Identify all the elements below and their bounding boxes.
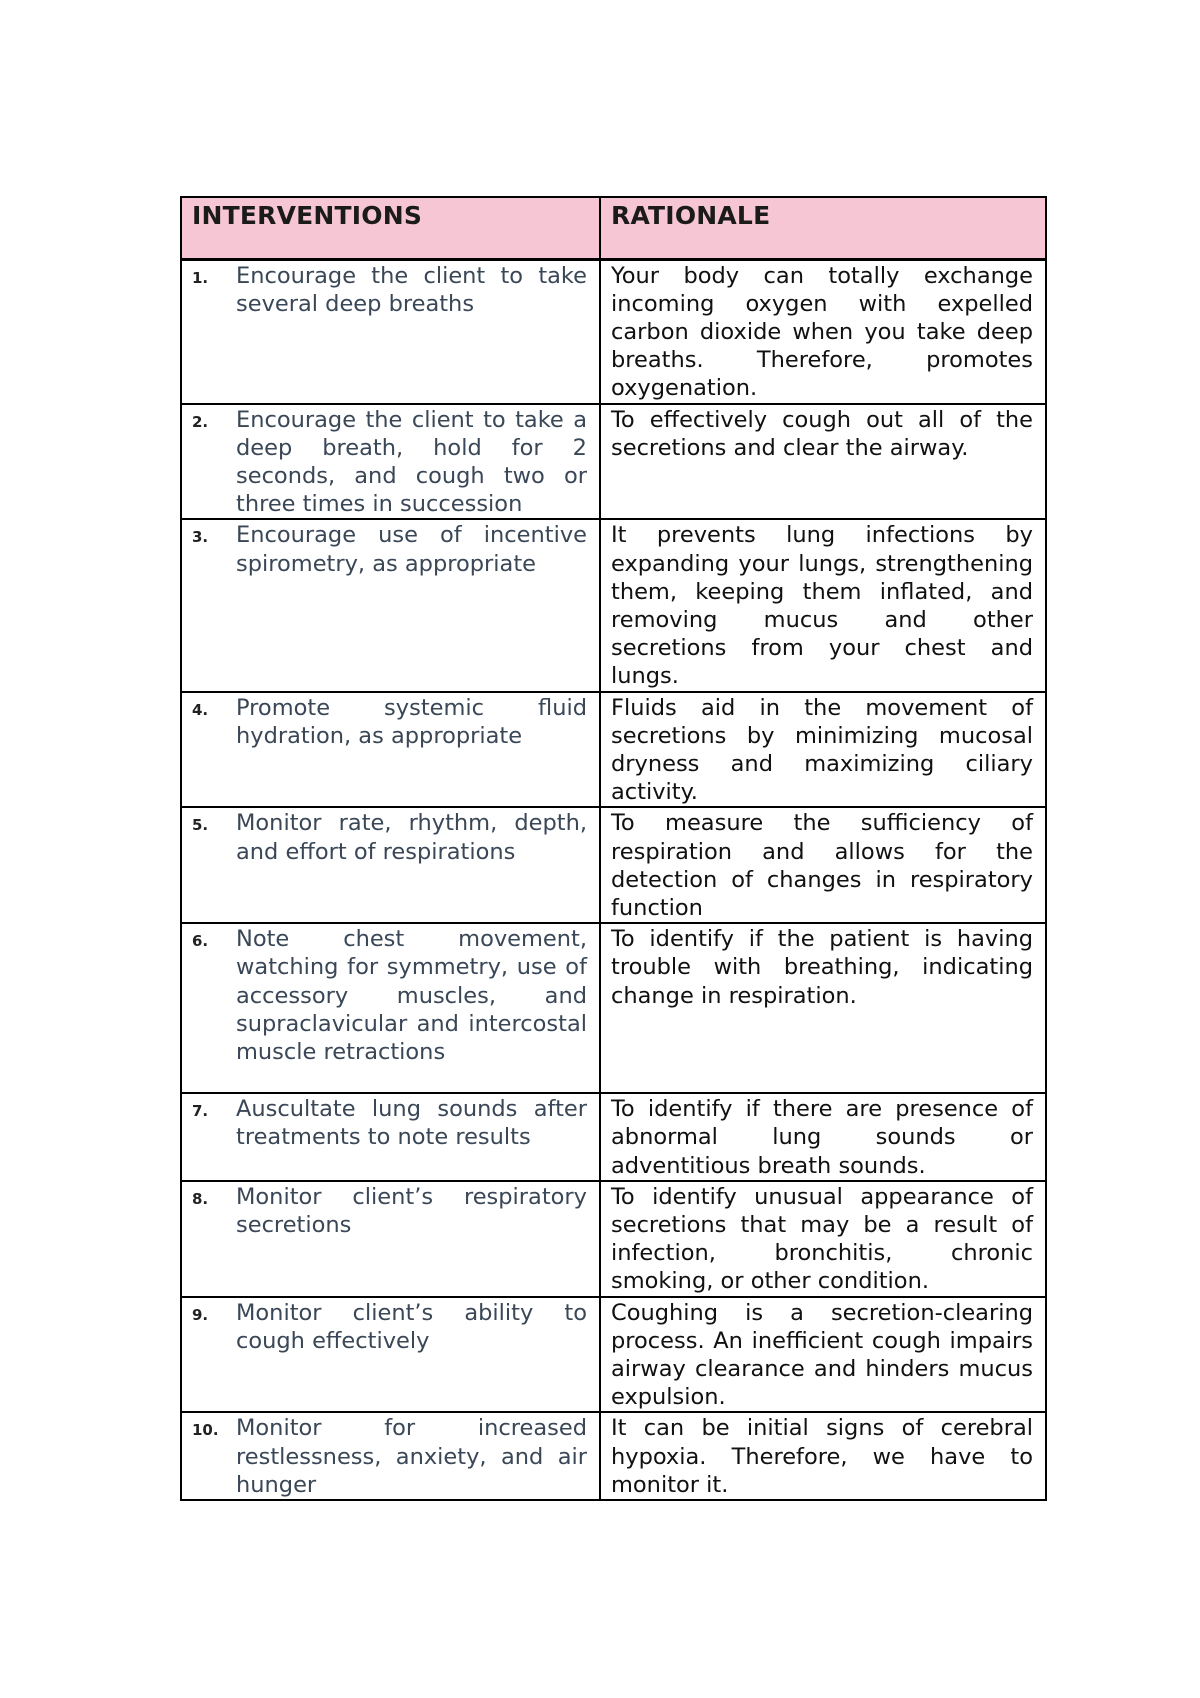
rationale-text: To identify if the patient is having trouble with breathing, indicating change in respiration. [611, 926, 1033, 1009]
row-number: 6. [192, 932, 209, 951]
intervention-cell [181, 1297, 600, 1413]
table-row [181, 259, 1046, 404]
rationale-text: To measure the sufficiency of respiration and allows for the detection of changes in respiratory function [611, 810, 1033, 921]
intervention-text: Auscultate lung sounds after treatments to note results [236, 1096, 587, 1151]
rationale-text: It can be initial signs of cerebral hypoxia. Therefore, we have to monitor it. [611, 1415, 1033, 1498]
row-number: 4. [192, 700, 209, 719]
intervention-cell [181, 692, 600, 808]
table-row [181, 1093, 1046, 1181]
table-row [181, 1181, 1046, 1297]
rationale-cell [600, 923, 1046, 1093]
intervention-cell [181, 807, 600, 923]
rationale-cell [600, 1181, 1046, 1297]
intervention-cell [181, 1412, 600, 1500]
rationale-cell [600, 404, 1046, 520]
intervention-text: Monitor rate, rhythm, depth, and effort of respirations [236, 810, 587, 865]
intervention-text: Monitor client’s respiratory secretions [236, 1183, 587, 1238]
row-number: 10. [192, 1421, 219, 1440]
row-number: 9. [192, 1305, 209, 1324]
intervention-text: Encourage the client to take a deep breath, hold for 2 seconds, and cough two or three times in succession [236, 406, 587, 518]
rationale-cell [600, 519, 1046, 691]
interventions-header: INTERVENTIONS [181, 197, 600, 259]
row-number: 3. [192, 528, 209, 547]
rationale-cell [600, 1297, 1046, 1413]
row-number: 8. [192, 1189, 209, 1208]
interventions-rationale-table [180, 196, 1047, 1501]
intervention-cell [181, 923, 600, 1093]
table-row [181, 519, 1046, 691]
rationale-cell [600, 807, 1046, 923]
intervention-text: Promote systemic fluid hydration, as appropriate [236, 694, 587, 749]
intervention-text: Encourage the client to take several deep breaths [236, 262, 587, 317]
rationale-cell [600, 259, 1046, 404]
table-row [181, 807, 1046, 923]
table-header-row [181, 197, 1046, 259]
rationale-text: To identify unusual appearance of secretions that may be a result of infection, bronchitis, chronic smoking, or other condition. [611, 1183, 1033, 1295]
intervention-text: Monitor for increased restlessness, anxiety, and air hunger [236, 1415, 587, 1498]
rationale-text: It prevents lung infections by expanding your lungs, strengthening them, keeping them inflated, and removing mucus and other secretions from your chest and lungs. [611, 522, 1033, 690]
rationale-text: Coughing is a secretion-clearing process. An inefficient cough impairs airway clearance and hinders mucus expulsion. [611, 1299, 1033, 1411]
intervention-cell [181, 259, 600, 404]
intervention-cell [181, 1181, 600, 1297]
rationale-text: To effectively cough out all of the secretions and clear the airway. [611, 406, 1033, 461]
row-number: 2. [192, 412, 209, 431]
table-row [181, 404, 1046, 520]
table-row [181, 1297, 1046, 1413]
intervention-text: Monitor client’s ability to cough effectively [236, 1299, 587, 1354]
rationale-cell [600, 692, 1046, 808]
intervention-cell [181, 1093, 600, 1181]
rationale-text: To identify if there are presence of abnormal lung sounds or adventitious breath sounds. [611, 1096, 1033, 1179]
row-number: 5. [192, 816, 209, 835]
row-number: 7. [192, 1102, 209, 1121]
table-row [181, 1412, 1046, 1500]
table-row [181, 923, 1046, 1093]
rationale-header: RATIONALE [600, 197, 1046, 259]
rationale-cell [600, 1093, 1046, 1181]
row-number: 1. [192, 268, 209, 287]
intervention-cell [181, 404, 600, 520]
intervention-text: Note chest movement, watching for symmetry, use of accessory muscles, and supraclavicular and intercostal muscle retractions [236, 926, 587, 1065]
rationale-cell [600, 1412, 1046, 1500]
intervention-cell [181, 519, 600, 691]
table-row [181, 692, 1046, 808]
rationale-text: Fluids aid in the movement of secretions by minimizing mucosal dryness and maximizing ciliary activity. [611, 694, 1033, 806]
rationale-text: Your body can totally exchange incoming oxygen with expelled carbon dioxide when you take deep breaths. Therefore, promotes oxygenation. [611, 262, 1033, 402]
intervention-text: Encourage use of incentive spirometry, as appropriate [236, 522, 587, 577]
